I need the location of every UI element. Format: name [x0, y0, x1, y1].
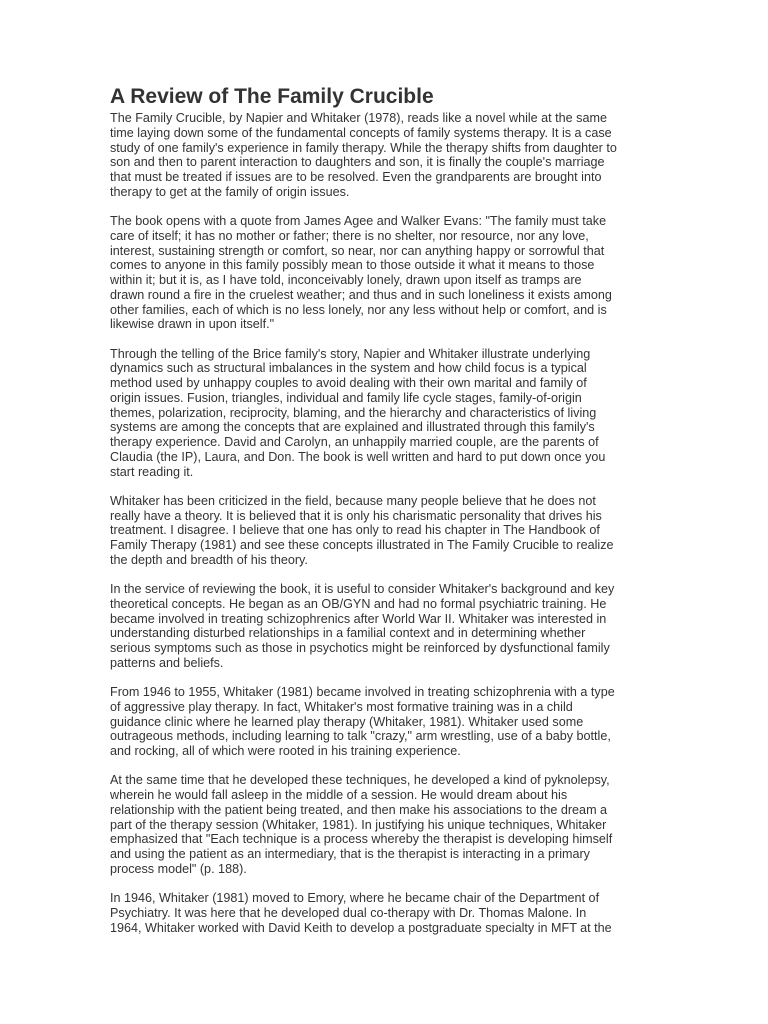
text-line: time laying down some of the fundamental concepts of family systems therapy. It is a case — [110, 125, 612, 140]
text-line: other families, each of which is no less lonely, nor any less without help or comfort, and is — [110, 302, 607, 317]
text-line: Family Therapy (1981) and see these concepts illustrated in The Family Crucible to realize — [110, 538, 614, 552]
text-line: son and then to parent interaction to daughters and son, it is finally the couple's marriage — [110, 155, 605, 170]
body-paragraph — [110, 685, 658, 759]
text-line: emphasized that "Each technique is a process whereby the therapist is developing himself — [110, 832, 613, 847]
text-line: drawn round a fire in the cruelest weather; and thus and in such loneliness it exists among — [110, 287, 612, 302]
document-page — [110, 84, 658, 1024]
text-line: wherein he would fall asleep in the middle of a session. He would dream about his — [110, 788, 568, 802]
body-paragraph — [110, 111, 658, 200]
text-line: of aggressive play therapy. In fact, Whitaker's most formative training was in a child — [110, 699, 573, 714]
text-line: The Family Crucible, by Napier and Whitaker (1978), reads like a novel while at the same — [110, 111, 607, 125]
body-paragraph — [110, 891, 658, 935]
text-line: Through the telling of the Brice family's story, Napier and Whitaker illustrate underlying — [110, 346, 591, 361]
text-line: within it; but it is, as I have told, inconceivably lonely, drawn upon itself as tramps are — [110, 273, 582, 287]
text-line: therapy to get at the family of origin issues. — [110, 184, 350, 199]
text-line: therapy experience. David and Carolyn, an unhappily married couple, are the parents of — [110, 435, 599, 449]
text-line: dynamics such as structural imbalances in the system and how child focus is a typical — [110, 361, 587, 376]
text-line: Psychiatry. It was here that he developed dual co-therapy with Dr. Thomas Malone. In — [110, 905, 587, 920]
text-line: became involved in treating schizophrenics after World War II. Whitaker was interested in — [110, 611, 607, 626]
text-line: systems are among the concepts that are explained and illustrated through this family's — [110, 420, 595, 435]
text-line: guidance clinic where he learned play therapy (Whitaker, 1981). Whitaker used some — [110, 714, 584, 729]
body-paragraph — [110, 347, 658, 480]
text-line: themes, polarization, reciprocity, blaming, and the hierarchy and characteristics of living — [110, 405, 597, 420]
text-line: patterns and beliefs. — [110, 655, 224, 670]
text-line: Claudia (the IP), Laura, and Don. The book is well written and hard to put down once you — [110, 449, 606, 464]
text-line: method used by unhappy couples to avoid dealing with their own marital and family of — [110, 376, 587, 390]
text-line: outrageous methods, including learning to talk "crazy," arm wrestling, use of a baby bottle, — [110, 729, 611, 744]
text-line: likewise drawn in upon itself." — [110, 317, 275, 332]
text-line: Whitaker has been criticized in the field, because many people believe that he does not — [110, 493, 596, 508]
text-line: In 1946, Whitaker (1981) moved to Emory, where he became chair of the Department of — [110, 891, 600, 905]
text-line: really have a theory. It is believed that it is only his charismatic personality that drives his — [110, 508, 602, 523]
body-paragraph — [110, 494, 658, 568]
body-paragraph — [110, 214, 658, 332]
text-line: The book opens with a quote from James Agee and Walker Evans: "The family must take — [110, 214, 607, 228]
document-body — [110, 111, 658, 935]
text-line: origin issues. Fusion, triangles, individual and family life cycle stages, family-of-origin — [110, 390, 582, 405]
text-line: 1964, Whitaker worked with David Keith to develop a postgraduate specialty in MFT at the — [110, 920, 612, 935]
text-line: In the service of reviewing the book, it is useful to consider Whitaker's background and key — [110, 582, 615, 596]
text-line: the depth and breadth of his theory. — [110, 552, 308, 567]
text-line: start reading it. — [110, 464, 194, 479]
text-line: comes to anyone in this family possibly mean to those outside it what it means to those — [110, 258, 595, 273]
text-line: interest, sustaining strength or comfort, so near, nor can anything happy or sorrowful that — [110, 243, 605, 258]
text-line: At the same time that he developed these techniques, he developed a kind of pyknolepsy, — [110, 773, 610, 788]
document-title: A Review of The Family Crucible — [110, 85, 434, 108]
text-line: treatment. I disagree. I believe that one has only to read his chapter in The Handbook of — [110, 523, 600, 538]
text-line: and rocking, all of which were rooted in his training experience. — [110, 744, 461, 758]
text-line: From 1946 to 1955, Whitaker (1981) became involved in treating schizophrenia with a type — [110, 685, 615, 699]
body-paragraph — [110, 773, 658, 876]
text-line: serious symptoms such as those in psychotics might be reinforced by dysfunctional family — [110, 641, 610, 655]
text-line: study of one family's experience in family therapy. While the therapy shifts from daughter to — [110, 140, 617, 155]
text-line: relationship with the patient being treated, and then make his associations to the dream a — [110, 802, 608, 817]
text-line: theoretical concepts. He began as an OB/GYN and had no formal psychiatric training. He — [110, 596, 607, 611]
body-paragraph — [110, 582, 658, 671]
text-line: process model" (p. 188). — [110, 861, 247, 876]
text-line: and using the patient as an intermediary, that is the therapist is interacting in a primary — [110, 847, 590, 861]
text-line: part of the therapy session (Whitaker, 1981). In justifying his unique techniques, Whitaker — [110, 817, 607, 832]
text-line: understanding disturbed relationships in a familial context and in determining whether — [110, 626, 586, 641]
text-line: care of itself; it has no mother or father; there is no shelter, nor resource, nor any love, — [110, 228, 589, 243]
text-line: that must be treated if issues are to be resolved. Even the grandparents are brought into — [110, 170, 602, 184]
